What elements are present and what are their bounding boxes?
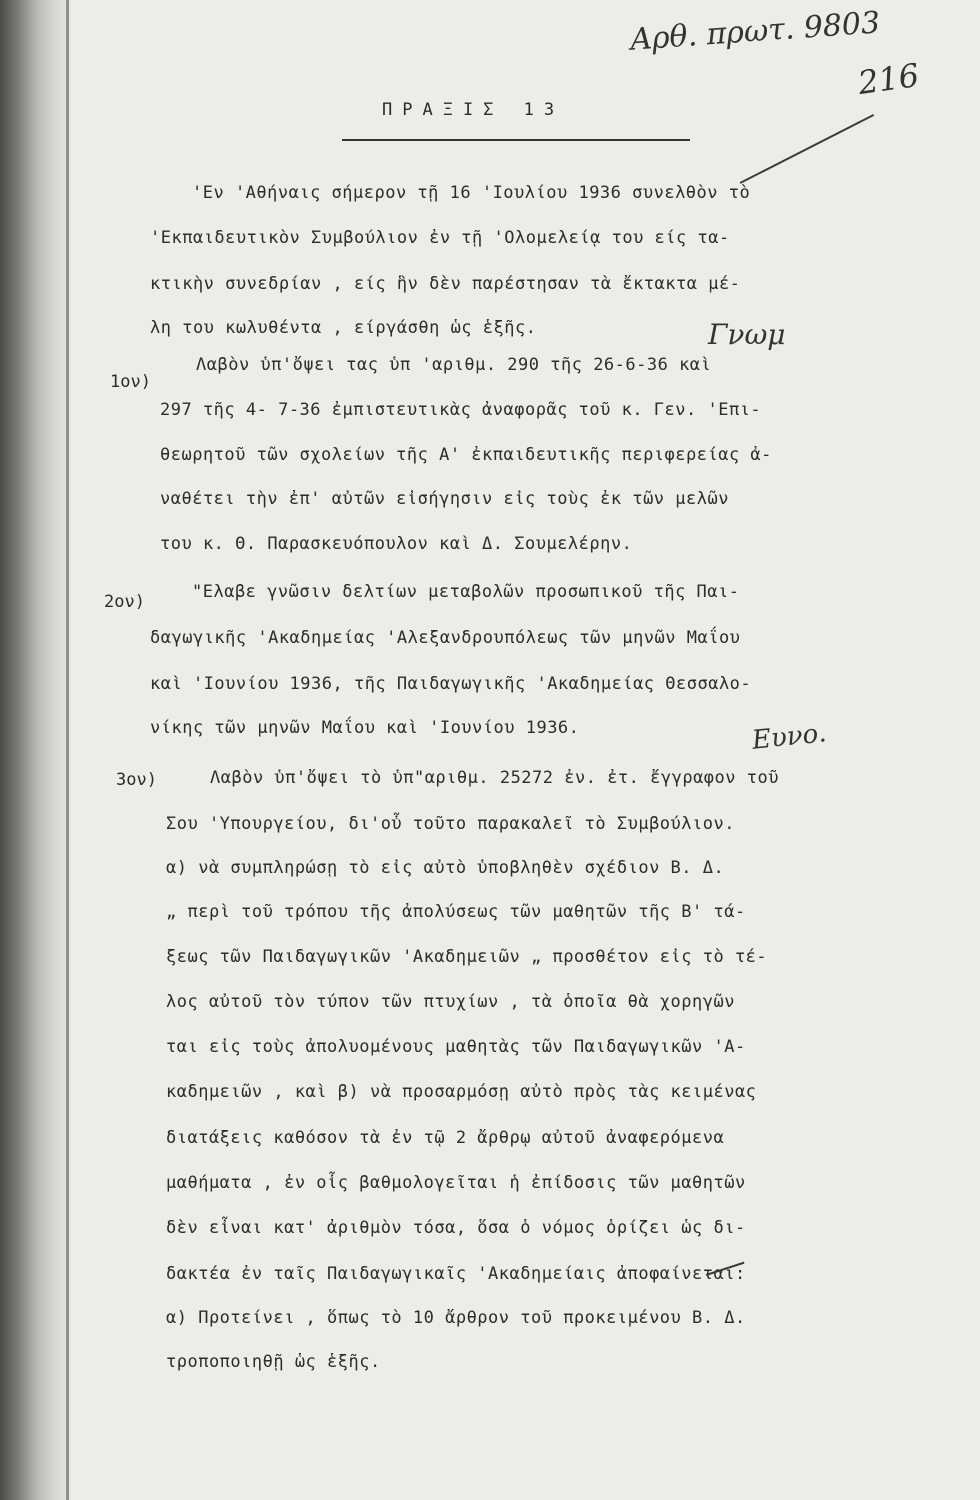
text-line: α) νὰ συμπληρώσῃ τὸ εἰς αὐτὸ ὑποβληθὲν σχέδιον Β. Δ. xyxy=(166,858,725,878)
title-underline xyxy=(342,139,690,141)
text-line: ναθέτει τὴν ἐπ' αὐτῶν εἰσήγησιν εἰς τοὺς ἐκ τῶν μελῶν xyxy=(160,489,729,509)
text-line: δὲν εἶναι κατ' ἀριθμὸν τόσα, ὅσα ὁ νόμος ὁρίζει ὡς δι- xyxy=(166,1218,746,1238)
text-line: 'Εν 'Αθήναις σήμερον τῇ 16 'Ιουλίου 1936 συνελθὸν τὸ xyxy=(192,183,751,203)
item-number-1: 1ον) xyxy=(110,372,151,392)
handwritten-folio-number: 216 xyxy=(855,55,922,103)
spine-edge xyxy=(66,0,69,1500)
handwritten-reference: Αρθ. πρωτ. 9803 xyxy=(629,5,882,58)
text-line: του κ. Θ. Παρασκευόπουλον καὶ Δ. Σουμελέρην. xyxy=(160,534,633,554)
text-line: τροποποιηθῇ ὡς ἑξῆς. xyxy=(166,1352,381,1372)
item-number-2: 2ον) xyxy=(104,592,145,612)
text-line: κτικὴν συνεδρίαν , είς ἣν δὲν παρέστησαν τὰ ἔκτακτα μέ- xyxy=(150,274,741,294)
text-line: λη του κωλυθέντα , είργάσθη ὡς ἑξῆς. xyxy=(150,318,537,338)
text-line: λος αὐτοῦ τὸν τύπον τῶν πτυχίων , τὰ ὁποῖα θὰ χορηγῶν xyxy=(166,992,735,1012)
item-number-3: 3ον) xyxy=(116,770,157,790)
text-line: ται εἰς τοὺς ἀπολυομένους μαθητὰς τῶν Παιδαγωγικῶν 'Α- xyxy=(166,1037,746,1057)
book-spine-shadow xyxy=(0,0,70,1500)
text-line: μαθήματα , ἐν οἷς βαθμολογεῖται ἡ ἐπίδοσις τῶν μαθητῶν xyxy=(166,1173,746,1193)
text-line: ξεως τῶν Παιδαγωγικῶν 'Ακαδημειῶν „ προσθέτον εἰς τὸ τέ- xyxy=(166,947,768,967)
text-line: δαγωγικῆς 'Ακαδημείας 'Αλεξανδρουπόλεως τῶν μηνῶν Μαΐου xyxy=(150,628,741,648)
text-line: 'Εκπαιδευτικὸν Συμβούλιον ἐν τῇ 'Ολομελείᾳ του είς τα- xyxy=(150,228,730,248)
text-line: καδημειῶν , καὶ β) νὰ προσαρμόσῃ αὐτὸ πρὸς τὰς κειμένας xyxy=(166,1082,757,1102)
text-line: „ περὶ τοῦ τρόπου τῆς ἀπολύσεως τῶν μαθητῶν τῆς Β' τά- xyxy=(166,902,746,922)
text-line: θεωρητοῦ τῶν σχολείων τῆς Α' ἐκπαιδευτικῆς περιφερείας ἀ- xyxy=(160,445,772,465)
text-line: "Ελαβε γνῶσιν δελτίων μεταβολῶν προσωπικοῦ τῆς Παι- xyxy=(192,582,740,602)
handwritten-note-gnome: Γνωμ xyxy=(708,318,786,351)
text-line: Σου 'Υπουργείου, δι'οὗ τοῦτο παρακαλεῖ τὸ Συμβούλιον. xyxy=(166,814,735,834)
text-line: νίκης τῶν μηνῶν Μαΐου καὶ 'Ιουνίου 1936. xyxy=(150,718,580,738)
text-line: καὶ 'Ιουνίου 1936, τῆς Παιδαγωγικῆς 'Ακαδημείας Θεσσαλο- xyxy=(150,674,752,694)
handwritten-note-sign: Ευνο. xyxy=(750,718,828,756)
page-title: ΠΡΑΞΙΣ 13 xyxy=(382,100,565,120)
text-line: α) Προτείνει , ὅπως τὸ 10 ἄρθρον τοῦ προκειμένου Β. Δ. xyxy=(166,1308,746,1328)
text-line: Λαβὸν ὑπ'ὄψει τὸ ὑπ"αριθμ. 25272 ἐν. ἐτ. ἔγγραφον τοῦ xyxy=(210,768,779,788)
text-line: Λαβὸν ὑπ'ὄψει τας ὑπ 'αριθμ. 290 τῆς 26-6-36 καὶ xyxy=(196,355,712,375)
text-line: διατάξεις καθόσον τὰ ἐν τῷ 2 ἄρθρῳ αὐτοῦ ἀναφερόμενα xyxy=(166,1128,725,1148)
text-line: δακτέα ἐν ταῖς Παιδαγωγικαῖς 'Ακαδημείαις ἀποφαίνεται: xyxy=(166,1264,746,1284)
text-line: 297 τῆς 4- 7-36 ἐμπιστευτικὰς ἀναφορᾶς τοῦ κ. Γεν. 'Επι- xyxy=(160,400,762,420)
